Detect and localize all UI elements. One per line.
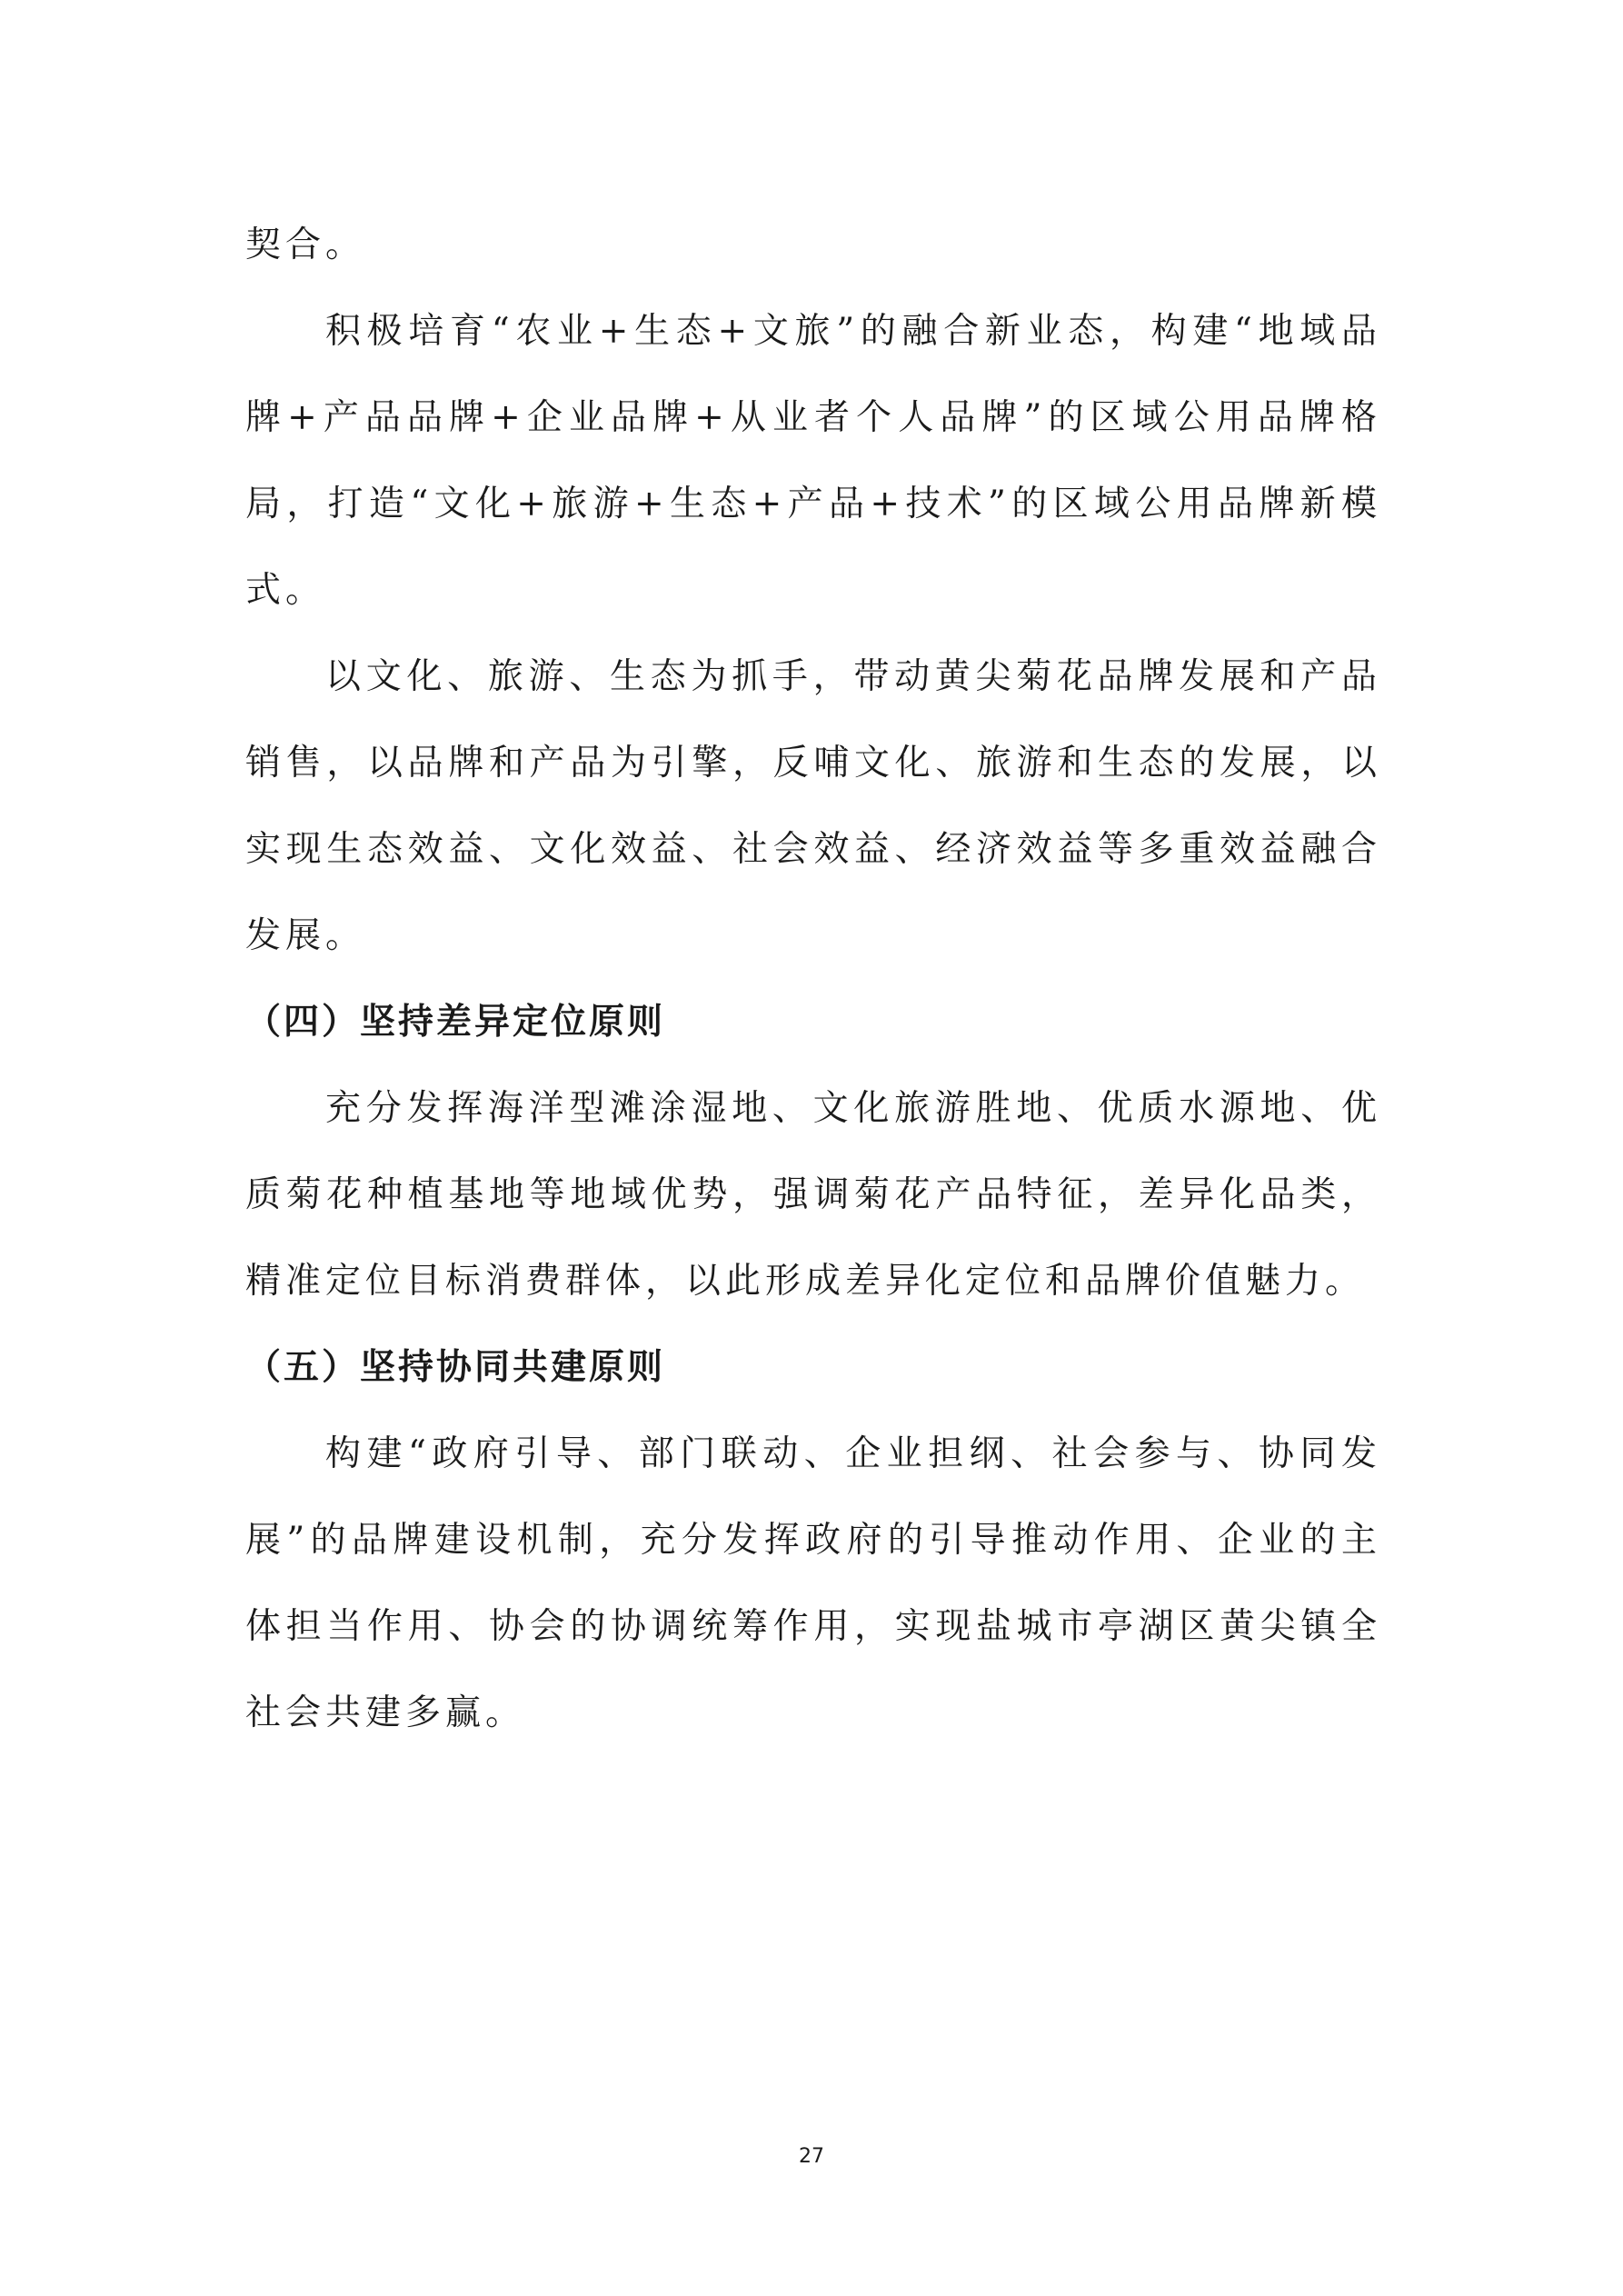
document-body bbox=[245, 202, 1381, 1756]
paragraph-collaboration: 构建“政府引导、部门联动、企业担纲、社会参与、协同发展”的品牌建设机制，充分发挥政府的引导推动作用、企业的主体担当作用、协会的协调统筹作用，实现盐城市亭湖区黄尖镇全社会共建多赢。 bbox=[245, 1433, 1381, 1733]
paragraph-culture-tourism: 以文化、旅游、生态为抓手，带动黄尖菊花品牌发展和产品销售，以品牌和产品为引擎，反哺文化、旅游和生态的发展，以实现生态效益、文化效益、社会效益、经济效益等多重效益融合发展。 bbox=[245, 656, 1381, 956]
page-number: 27 bbox=[799, 2145, 824, 2168]
paragraph-business-model: 积极培育“农业+生态+文旅”的融合新业态，构建“地域品牌+产品品牌+企业品牌+从业者个人品牌”的区域公用品牌格局，打造“文化+旅游+生态+产品+技术”的区域公用品牌新模式。 bbox=[245, 311, 1381, 611]
paragraph-differentiation: 充分发挥海洋型滩涂湿地、文化旅游胜地、优质水源地、优质菊花种植基地等地域优势，强调菊花产品特征，差异化品类，精准定位目标消费群体，以此形成差异化定位和品牌价值魅力。 bbox=[245, 1088, 1381, 1302]
section-heading-collaboration: （五）坚持协同共建原则 bbox=[245, 1347, 666, 1388]
paragraph-continuation: 契合。 bbox=[245, 225, 366, 265]
section-heading-differentiation: （四）坚持差异定位原则 bbox=[245, 1002, 666, 1043]
